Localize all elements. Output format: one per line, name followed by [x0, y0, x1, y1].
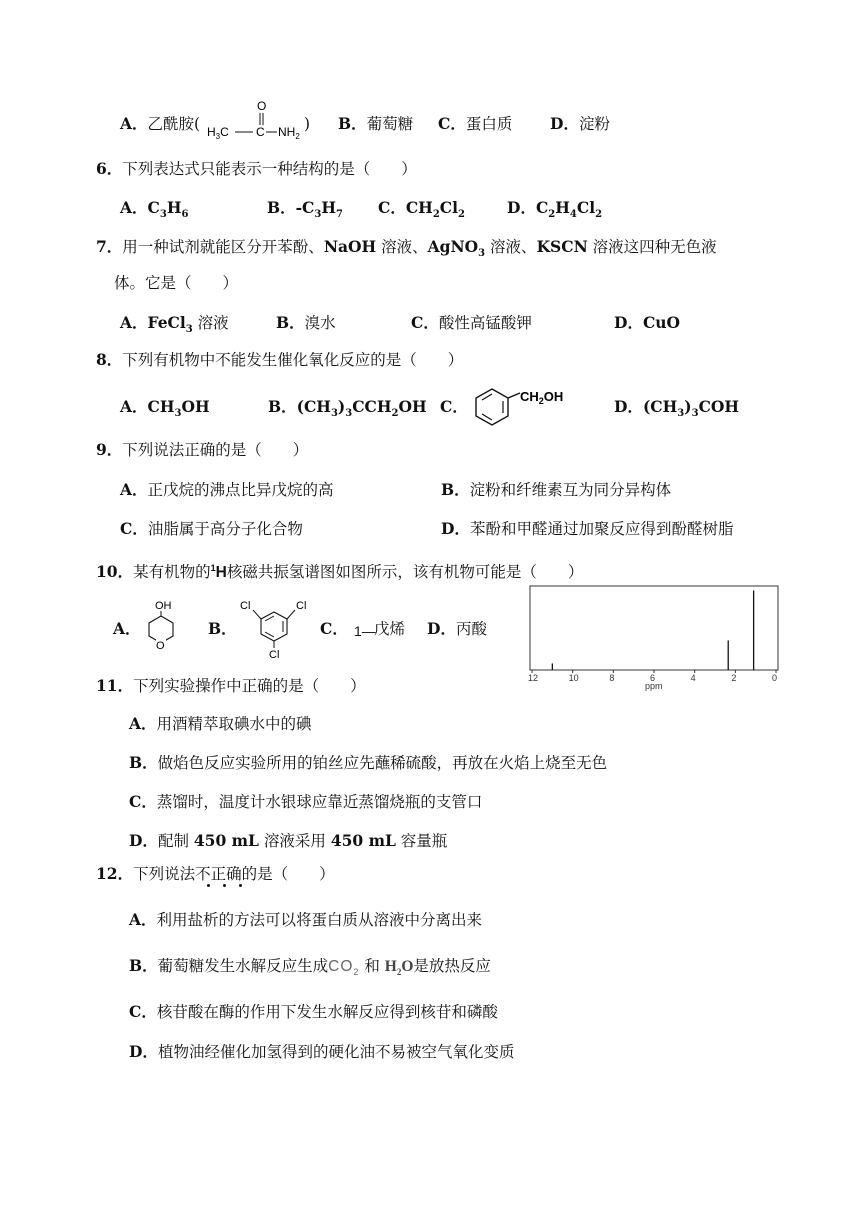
- q5-options: [120, 114, 200, 134]
- q12-num: 12．: [96, 864, 134, 883]
- q10-d-text: 丙酸: [455, 620, 487, 638]
- q9-b-text: 淀粉和纤维素互为同分异构体: [469, 481, 672, 499]
- q5-c-label: C．: [438, 114, 466, 133]
- q6-option-a: A．$C_3H_6$: [120, 198, 189, 221]
- nmr-peaks: [552, 590, 753, 670]
- q12-option-d: [129, 1042, 514, 1062]
- q11-d-mid: 溶液采用: [258, 832, 331, 850]
- q5-a-text: 乙酰胺(: [147, 115, 201, 133]
- q11-d-post: 容量瓶: [395, 832, 448, 850]
- q11-d-pre: 配制: [157, 832, 194, 850]
- benzyl-alcohol-structure: [470, 385, 580, 427]
- q8-option-b: B．$(CH_3)_3CCH_2OH$: [268, 397, 427, 420]
- acetamide-nh2: $NH_2$: [278, 125, 300, 141]
- q7-option-c: [411, 313, 532, 333]
- q11-c-label: C．: [129, 792, 157, 811]
- q9-c-text: 油脂属于高分子化合物: [147, 520, 303, 538]
- q8-option-a: A．$CH_3OH$: [120, 397, 210, 420]
- q12-option-a: [129, 910, 482, 930]
- cl-3: Cl: [269, 649, 280, 660]
- q10-b-label: B．: [208, 619, 237, 638]
- q7-option-d: [614, 313, 680, 333]
- q11-b-text: 做焰色反应实验所用的铂丝应先蘸稀硫酸，再放在火焰上烧至无色: [157, 754, 608, 772]
- q9-c-label: C．: [120, 519, 148, 538]
- q8-d-label: D．: [614, 397, 643, 416]
- q10-a-label: A．: [113, 619, 141, 638]
- q9-d-text: 苯酚和甲醛通过加聚反应得到酚醛树脂: [469, 520, 734, 538]
- q8-b-label: B．: [268, 397, 297, 416]
- q10-d-label: D．: [427, 619, 456, 638]
- q10-num: 10．: [96, 562, 134, 582]
- nmr-tick-label: 0: [772, 673, 778, 683]
- q10-stem: 10．某有机物的$^1$H核磁共振氢谱图如图所示，该有机物可能是（ ）: [96, 562, 584, 582]
- q6-a-label: A．: [120, 198, 148, 217]
- q9-d-label: D．: [441, 519, 470, 538]
- q11-d-v2: 450 mL: [330, 831, 396, 850]
- cl-2: Cl: [296, 600, 307, 612]
- q9-option-c: [120, 519, 303, 539]
- q11-stem: [96, 676, 366, 696]
- nmr-tick-label: 2: [731, 673, 737, 683]
- q7-option-a: A．FeCl$_3$ 溶液: [120, 313, 229, 336]
- q12-b-and: 和: [364, 957, 380, 975]
- q11-option-a: [129, 714, 312, 734]
- q12-c-text: 核苷酸在酶的作用下发生水解反应得到核苷和磷酸: [156, 1003, 498, 1021]
- q5-b-text: 葡萄糖: [366, 115, 414, 133]
- q11-option-d: [129, 831, 447, 851]
- q11-b-label: B．: [129, 753, 158, 772]
- q9-option-d: [441, 519, 733, 539]
- q9-option-a: [120, 480, 334, 500]
- tetrahydropyranol-structure: [138, 596, 188, 652]
- q10-c-num: 1—: [354, 623, 376, 639]
- q5-d-text: 淀粉: [578, 115, 610, 133]
- q6-option-b: B．$-C_3H_7$: [267, 198, 343, 221]
- q6-num: 6．: [96, 159, 123, 178]
- q7-b-text: 溴水: [304, 314, 336, 332]
- q6-d-label: D．: [507, 198, 536, 217]
- trichlorobenzene-structure: [234, 596, 318, 660]
- q10-stem-post: 核磁共振氢谱图如图所示，该有机物可能是（ ）: [226, 563, 584, 582]
- nmr-tick-label: 10: [568, 673, 579, 683]
- q6-stem: [96, 159, 417, 179]
- q8-num: 8．: [96, 350, 123, 369]
- acetamide-h3c: $H_3C$: [207, 125, 229, 141]
- q10-stem-pre: 某有机物的: [133, 563, 211, 582]
- q9-a-label: A．: [120, 480, 148, 499]
- nmr-tick-label: 12: [528, 673, 539, 683]
- q5-b-label: B．: [338, 114, 367, 133]
- q8-option-d: D．$(CH_3)_3COH$: [614, 397, 740, 420]
- q12-b-pre: 葡萄糖发生水解反应生成: [157, 957, 329, 975]
- q7-stem-line1: 7．用一种试剂就能区分开苯酚、NaOH 溶液、AgNO$_3$ 溶液、KSCN 溶液这四种无色液: [96, 237, 717, 260]
- q12-a-label: A．: [129, 910, 157, 929]
- q9-b-label: B．: [441, 480, 470, 499]
- q8-stem-text: 下列有机物中不能发生催化氧化反应的是（ ）: [122, 351, 464, 369]
- q5-c-text: 蛋白质: [465, 115, 513, 133]
- q11-d-label: D．: [129, 831, 158, 850]
- q6-c-label: C．: [378, 198, 406, 217]
- q5-d-label: D．: [550, 114, 579, 133]
- q10-c-text: 戊烯: [374, 620, 406, 638]
- q8-stem: [96, 350, 463, 370]
- q9-option-b: [441, 480, 671, 500]
- q12-option-b: B．葡萄糖发生水解反应生成$CO_2$ 和 $H_2O$是放热反应: [129, 956, 491, 978]
- q7-num: 7．: [96, 237, 123, 256]
- q9-a-text: 正戊烷的沸点比异戊烷的高: [147, 481, 334, 499]
- q12-b-label: B．: [129, 956, 158, 975]
- q12-c-label: C．: [129, 1002, 157, 1021]
- q6-option-c: C．$CH_2Cl_2$: [378, 198, 465, 221]
- q7-d-text: CuO: [642, 313, 681, 332]
- q12-stem: [96, 864, 335, 884]
- acetamide-structure: [205, 98, 310, 142]
- q12-a-text: 利用盐析的方法可以将蛋白质从溶液中分离出来: [156, 911, 483, 929]
- q11-num: 11．: [96, 676, 134, 695]
- nmr-tick-label: 6: [650, 673, 656, 683]
- q5-option-c: [438, 114, 512, 134]
- q5-option-b: [338, 114, 413, 134]
- q5-a-close: ): [304, 115, 311, 133]
- q12-d-label: D．: [129, 1042, 158, 1061]
- q7-stem-line2: 体。它是（ ）: [114, 274, 239, 292]
- q7-d-label: D．: [614, 313, 643, 332]
- q11-option-c: [129, 792, 482, 812]
- q10-option-d: [427, 619, 487, 639]
- svg-text:CH2OH: $CH_2OH$: [520, 389, 564, 406]
- cl-1: Cl: [240, 600, 251, 612]
- q12-stem-text: 下列说法不正确的是（ ）: [133, 865, 335, 883]
- q10-c-label: C．: [320, 619, 348, 638]
- q5-option-d: [550, 114, 610, 134]
- q8-c-label: C．: [440, 397, 468, 416]
- nmr-tick-label: 4: [690, 673, 696, 683]
- q5-a-label: A．: [120, 114, 148, 133]
- q7-c-label: C．: [411, 313, 439, 332]
- emphasis-dots: [205, 884, 245, 888]
- tetrahydropyranol-oh: OH: [155, 600, 172, 612]
- tetrahydropyranol-o: O: [156, 640, 165, 652]
- nmr-tick-label: 8: [609, 673, 615, 683]
- q7-option-b: [276, 313, 336, 333]
- q6-stem-text: 下列表达式只能表示一种结构的是（ ）: [122, 160, 417, 178]
- q7-a-label: A．: [120, 313, 148, 332]
- q11-c-text: 蒸馏时，温度计水银球应靠近蒸馏烧瓶的支管口: [156, 793, 483, 811]
- nmr-unit-label: ppm: [645, 681, 663, 691]
- q11-d-v1: 450 mL: [193, 831, 259, 850]
- benzyl-alcohol-label: CH2OH: [470, 385, 474, 386]
- q12-option-c: [129, 1002, 498, 1022]
- q8-a-label: A．: [120, 397, 148, 416]
- q6-b-label: B．: [267, 198, 296, 217]
- q11-stem-text: 下列实验操作中正确的是（ ）: [133, 677, 366, 695]
- q7-b-label: B．: [276, 313, 305, 332]
- q11-a-text: 用酒精萃取碘水中的碘: [156, 715, 312, 733]
- q6-option-d: D．$C_2H_4Cl_2$: [507, 198, 603, 221]
- q11-a-label: A．: [129, 714, 157, 733]
- nmr-spectrum: [518, 584, 788, 694]
- q9-stem: [96, 440, 308, 460]
- q12-b-post: 是放热反应: [413, 957, 491, 975]
- acetamide-o: O: [257, 99, 267, 113]
- q10-option-c: [320, 619, 348, 639]
- q9-num: 9．: [96, 440, 123, 459]
- acetamide-c: C: [256, 125, 265, 139]
- q9-stem-text: 下列说法正确的是（ ）: [122, 441, 309, 459]
- q7-c-text: 酸性高锰酸钾: [438, 314, 532, 332]
- q12-d-text: 植物油经催化加氢得到的硬化油不易被空气氧化变质: [157, 1043, 515, 1061]
- q11-option-b: [129, 753, 607, 773]
